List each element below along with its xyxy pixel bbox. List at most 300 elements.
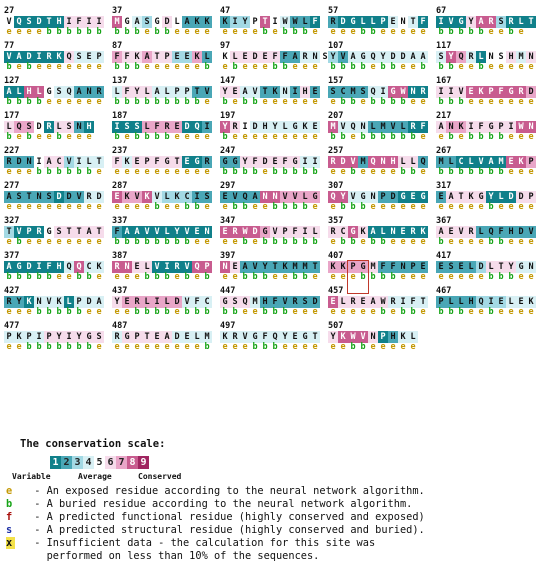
residue-prediction: b <box>438 307 444 317</box>
residue-cell: L <box>358 16 368 28</box>
residue-cell: E <box>466 86 476 98</box>
residue-cell: E <box>172 121 182 133</box>
residue-prediction: b <box>6 132 12 142</box>
block-start-number: 167 <box>436 76 452 86</box>
residue-prediction: b <box>36 97 42 107</box>
residue-prediction: e <box>66 97 72 107</box>
residue-cell: E <box>182 51 192 63</box>
residue-prediction: b <box>26 132 32 142</box>
residue-cell: H <box>54 261 64 273</box>
residue-cell: Y <box>220 121 230 133</box>
residue-cell: S <box>358 86 368 98</box>
residue-prediction: b <box>164 272 170 282</box>
residue-cell: M <box>436 156 446 168</box>
residue-cell: V <box>44 296 54 308</box>
residue-prediction: b <box>360 62 366 72</box>
residue-prediction: e <box>330 167 336 177</box>
residue-cell: L <box>162 296 172 308</box>
residue-cell: F <box>112 51 122 63</box>
conservation-scale-bar <box>50 456 149 469</box>
residue-cell: A <box>486 156 496 168</box>
residue-cell: L <box>408 156 418 168</box>
legend-key-text: - A predicted structural residue (highly conserved and buried). <box>28 524 425 536</box>
residue-cell: N <box>398 261 408 273</box>
block-start-number: 497 <box>220 321 236 331</box>
residue-cell: K <box>526 296 536 308</box>
residue-cell: L <box>310 226 320 238</box>
residue-cell: S <box>202 191 212 203</box>
residue-prediction: b <box>204 62 210 72</box>
residue-cell: L <box>368 16 378 28</box>
residue-prediction: b <box>302 237 308 247</box>
residue-prediction: e <box>448 272 454 282</box>
residue-prediction: b <box>144 307 150 317</box>
residue-prediction: e <box>36 27 42 37</box>
residue-cell: H <box>54 16 64 28</box>
residue-cell: K <box>192 16 202 28</box>
residue-cell: T <box>94 226 104 238</box>
residue-prediction: e <box>184 342 190 352</box>
residue-prediction: e <box>528 272 534 282</box>
residue-prediction: b <box>114 237 120 247</box>
residue-prediction: b <box>438 167 444 177</box>
residue-prediction: e <box>252 27 258 37</box>
residue-prediction: b <box>380 62 386 72</box>
residue-cell: I <box>506 121 516 133</box>
residue-cell: R <box>94 86 104 98</box>
residue-prediction: e <box>330 27 336 37</box>
residue-prediction: e <box>498 202 504 212</box>
residue-cell: F <box>496 86 506 98</box>
residue-prediction: e <box>292 342 298 352</box>
residue-prediction: b <box>458 97 464 107</box>
residue-cell: P <box>496 121 506 133</box>
residue-prediction: e <box>46 62 52 72</box>
residue-cell: N <box>398 16 408 28</box>
residue-prediction: e <box>76 202 82 212</box>
block-start-number: 487 <box>112 321 128 331</box>
residue-cell: Q <box>368 51 378 63</box>
residue-prediction: e <box>312 272 318 282</box>
residue-prediction: b <box>282 307 288 317</box>
residue-prediction: b <box>272 342 278 352</box>
residue-prediction: e <box>66 272 72 282</box>
residue-cell: G <box>250 331 260 343</box>
residue-prediction: e <box>410 342 416 352</box>
residue-prediction: b <box>174 237 180 247</box>
residue-cell: Y <box>270 121 280 133</box>
residue-cell: N <box>378 156 388 168</box>
residue-cell: T <box>408 16 418 28</box>
residue-cell: N <box>526 51 536 63</box>
residue-cell: A <box>368 226 378 238</box>
block-start-number: 397 <box>220 251 236 261</box>
residue-cell: V <box>250 86 260 98</box>
residue-cell: D <box>338 16 348 28</box>
scale-label-variable: Variable <box>12 472 51 481</box>
residue-cell: A <box>240 86 250 98</box>
residue-cell: V <box>182 226 192 238</box>
residue-prediction: b <box>390 132 396 142</box>
residue-prediction: e <box>498 97 504 107</box>
residue-prediction: b <box>380 307 386 317</box>
residue-prediction: e <box>458 62 464 72</box>
residue-prediction: e <box>390 27 396 37</box>
residue-cell: Q <box>74 261 84 273</box>
residue-cell: M <box>378 121 388 133</box>
residue-cell: Y <box>328 331 338 343</box>
residue-prediction: e <box>312 62 318 72</box>
residue-prediction: e <box>184 27 190 37</box>
residue-prediction: e <box>252 62 258 72</box>
residue-prediction: b <box>488 202 494 212</box>
residue-cell: I <box>436 16 446 28</box>
residue-prediction: b <box>154 97 160 107</box>
residue-cell: G <box>506 86 516 98</box>
residue-prediction: e <box>252 307 258 317</box>
residue-prediction: e <box>76 62 82 72</box>
residue-cell: D <box>64 191 74 203</box>
residue-cell: D <box>94 191 104 203</box>
residue-prediction: e <box>114 342 120 352</box>
residue-cell: Y <box>240 156 250 168</box>
residue-cell: E <box>182 156 192 168</box>
residue-cell: L <box>446 296 456 308</box>
residue-cell: K <box>456 121 466 133</box>
residue-prediction: b <box>114 62 120 72</box>
residue-prediction: e <box>16 27 22 37</box>
residue-cell: L <box>408 331 418 343</box>
residue-prediction: b <box>380 237 386 247</box>
residue-cell: K <box>328 261 338 273</box>
residue-cell: E <box>240 51 250 63</box>
residue-cell: S <box>320 51 330 63</box>
residue-prediction: b <box>350 167 356 177</box>
residue-cell: Y <box>172 226 182 238</box>
residue-cell: N <box>310 51 320 63</box>
legend-key-row <box>6 485 425 497</box>
residue-cell: G <box>122 331 132 343</box>
residue-cell: K <box>94 261 104 273</box>
residue-cell: W <box>290 16 300 28</box>
residue-cell: Q <box>418 156 428 168</box>
residue-cell: T <box>310 261 320 273</box>
residue-prediction: b <box>400 167 406 177</box>
residue-prediction: b <box>66 342 72 352</box>
scale-cell: 4 <box>83 456 94 469</box>
residue-prediction: e <box>86 97 92 107</box>
residue-cell: I <box>290 86 300 98</box>
residue-cell: E <box>496 296 506 308</box>
residue-prediction: e <box>400 272 406 282</box>
residue-prediction: b <box>76 342 82 352</box>
residue-prediction: b <box>222 132 228 142</box>
residue-cell: G <box>84 331 94 343</box>
residue-prediction: e <box>6 167 12 177</box>
residue-cell: H <box>84 121 94 133</box>
residue-prediction: e <box>204 167 210 177</box>
residue-cell: A <box>122 226 132 238</box>
residue-prediction: e <box>360 97 366 107</box>
residue-prediction: e <box>76 97 82 107</box>
residue-prediction: e <box>330 97 336 107</box>
residue-prediction: b <box>242 202 248 212</box>
residue-cell: V <box>348 156 358 168</box>
residue-prediction: e <box>16 342 22 352</box>
legend-key-row <box>6 524 425 536</box>
residue-prediction: b <box>380 272 386 282</box>
residue-prediction: e <box>330 342 336 352</box>
residue-cell: V <box>152 191 162 203</box>
block-start-number: 237 <box>112 146 128 156</box>
residue-prediction: b <box>222 97 228 107</box>
residue-cell: E <box>310 86 320 98</box>
residue-prediction: e <box>154 167 160 177</box>
residue-cell: I <box>74 156 84 168</box>
residue-prediction: b <box>134 97 140 107</box>
residue-prediction: b <box>390 272 396 282</box>
highlight-box <box>347 260 369 294</box>
residue-prediction: e <box>6 237 12 247</box>
residue-cell: I <box>486 296 496 308</box>
residue-prediction: b <box>194 97 200 107</box>
residue-cell: Y <box>446 51 456 63</box>
residue-prediction: b <box>272 62 278 72</box>
residue-cell: S <box>142 16 152 28</box>
residue-cell: F <box>122 86 132 98</box>
residue-prediction: b <box>410 132 416 142</box>
residue-cell: I <box>466 121 476 133</box>
residue-cell: V <box>476 156 486 168</box>
residue-cell: G <box>290 121 300 133</box>
residue-prediction: b <box>380 132 386 142</box>
residue-cell: N <box>260 191 270 203</box>
residue-cell: C <box>84 261 94 273</box>
residue-prediction: b <box>6 272 12 282</box>
residue-cell: M <box>496 156 506 168</box>
residue-prediction: e <box>66 132 72 142</box>
conservation-legend <box>0 432 550 567</box>
residue-cell: K <box>172 191 182 203</box>
residue-cell: M <box>250 296 260 308</box>
residue-cell: H <box>260 121 270 133</box>
residue-prediction: b <box>252 97 258 107</box>
residue-prediction: b <box>292 27 298 37</box>
residue-prediction: b <box>312 167 318 177</box>
residue-cell: G <box>162 156 172 168</box>
residue-prediction: b <box>46 307 52 317</box>
residue-prediction: b <box>144 237 150 247</box>
residue-prediction: e <box>114 307 120 317</box>
residue-prediction: b <box>184 237 190 247</box>
residue-prediction: e <box>360 307 366 317</box>
residue-prediction: e <box>124 342 130 352</box>
residue-cell: P <box>172 86 182 98</box>
residue-cell: E <box>398 226 408 238</box>
residue-cell: L <box>14 86 24 98</box>
residue-prediction: b <box>46 27 52 37</box>
residue-cell: K <box>358 226 368 238</box>
residue-cell: C <box>54 156 64 168</box>
residue-cell: T <box>172 156 182 168</box>
residue-cell: E <box>172 51 182 63</box>
residue-prediction: e <box>400 342 406 352</box>
residue-cell: L <box>338 296 348 308</box>
residue-prediction: e <box>164 167 170 177</box>
residue-cell: S <box>496 51 506 63</box>
residue-cell: G <box>44 226 54 238</box>
residue-prediction: b <box>134 62 140 72</box>
residue-cell: L <box>466 261 476 273</box>
residue-cell: P <box>132 331 142 343</box>
residue-prediction: b <box>26 97 32 107</box>
residue-cell: Y <box>338 191 348 203</box>
residue-prediction: e <box>518 27 524 37</box>
residue-prediction: b <box>282 27 288 37</box>
residue-prediction: e <box>468 202 474 212</box>
residue-prediction: e <box>350 272 356 282</box>
residue-cell: M <box>290 261 300 273</box>
residue-cell: V <box>280 296 290 308</box>
residue-prediction: b <box>302 202 308 212</box>
residue-cell: D <box>388 51 398 63</box>
residue-prediction: b <box>448 62 454 72</box>
residue-prediction: e <box>56 237 62 247</box>
residue-prediction: e <box>174 342 180 352</box>
residue-cell: F <box>310 16 320 28</box>
residue-prediction: e <box>518 202 524 212</box>
residue-prediction: e <box>420 27 426 37</box>
residue-cell: I <box>34 156 44 168</box>
residue-prediction: b <box>448 97 454 107</box>
residue-cell: D <box>260 156 270 168</box>
residue-prediction: b <box>204 342 210 352</box>
residue-prediction: e <box>6 342 12 352</box>
residue-prediction: b <box>282 202 288 212</box>
residue-prediction: e <box>330 202 336 212</box>
residue-cell: F <box>280 51 290 63</box>
residue-cell: N <box>84 86 94 98</box>
residue-cell: N <box>34 191 44 203</box>
residue-cell: V <box>446 16 456 28</box>
residue-cell: Q <box>14 16 24 28</box>
residue-prediction: e <box>390 167 396 177</box>
residue-cell: L <box>476 226 486 238</box>
legend-key-symbol: e <box>6 485 13 497</box>
residue-prediction: b <box>360 132 366 142</box>
residue-prediction: e <box>488 97 494 107</box>
residue-cell: E <box>132 261 142 273</box>
block-start-number: 197 <box>220 111 236 121</box>
residue-cell: I <box>34 261 44 273</box>
residue-cell: I <box>34 51 44 63</box>
block-start-number: 187 <box>112 111 128 121</box>
residue-cell: L <box>142 121 152 133</box>
block-start-number: 437 <box>112 286 128 296</box>
residue-cell: Y <box>466 16 476 28</box>
residue-cell: G <box>192 156 202 168</box>
residue-prediction: b <box>36 307 42 317</box>
residue-cell: E <box>122 296 132 308</box>
residue-cell: F <box>476 121 486 133</box>
residue-prediction: e <box>420 167 426 177</box>
residue-prediction: b <box>134 132 140 142</box>
residue-prediction: b <box>242 97 248 107</box>
residue-cell: E <box>358 296 368 308</box>
residue-prediction: b <box>56 307 62 317</box>
block-start-number: 137 <box>112 76 128 86</box>
residue-cell: G <box>486 121 496 133</box>
residue-cell: G <box>358 51 368 63</box>
residue-prediction: e <box>6 202 12 212</box>
residue-prediction: e <box>528 167 534 177</box>
residue-prediction: b <box>66 307 72 317</box>
residue-cell: P <box>4 331 14 343</box>
residue-prediction: e <box>96 342 102 352</box>
residue-cell: A <box>408 51 418 63</box>
residue-prediction: e <box>458 202 464 212</box>
scale-label-conserved: Conserved <box>138 472 182 481</box>
block-start-number: 217 <box>436 111 452 121</box>
residue-cell: H <box>260 296 270 308</box>
residue-cell: K <box>476 86 486 98</box>
residue-cell: Q <box>192 261 202 273</box>
legend-key-text: - A predicted functional residue (highly conserved and exposed) <box>28 511 425 523</box>
residue-cell: K <box>122 191 132 203</box>
residue-prediction: e <box>36 62 42 72</box>
residue-prediction: b <box>76 27 82 37</box>
residue-prediction: e <box>242 132 248 142</box>
residue-cell: Q <box>456 51 466 63</box>
residue-prediction: b <box>340 132 346 142</box>
residue-cell: F <box>250 156 260 168</box>
residue-cell: V <box>348 191 358 203</box>
residue-cell: T <box>260 16 270 28</box>
residue-cell: R <box>4 156 14 168</box>
residue-cell: M <box>328 121 338 133</box>
residue-prediction: e <box>46 132 52 142</box>
residue-cell: V <box>456 86 466 98</box>
residue-cell: H <box>506 226 516 238</box>
residue-prediction: e <box>184 167 190 177</box>
residue-prediction: e <box>528 132 534 142</box>
residue-cell: I <box>64 16 74 28</box>
residue-prediction: e <box>498 27 504 37</box>
residue-cell: E <box>182 331 192 343</box>
residue-cell: Y <box>280 331 290 343</box>
residue-prediction: b <box>194 307 200 317</box>
residue-prediction: e <box>468 272 474 282</box>
block-start-number: 347 <box>220 216 236 226</box>
residue-prediction: b <box>370 27 376 37</box>
residue-prediction: e <box>154 62 160 72</box>
residue-prediction: e <box>438 202 444 212</box>
block-start-number: 247 <box>220 146 236 156</box>
residue-prediction: e <box>272 272 278 282</box>
residue-prediction: b <box>292 202 298 212</box>
residue-cell: L <box>4 121 14 133</box>
residue-prediction: e <box>124 202 130 212</box>
residue-cell: D <box>172 331 182 343</box>
residue-cell: F <box>112 226 122 238</box>
residue-cell: H <box>300 86 310 98</box>
residue-prediction: b <box>204 272 210 282</box>
residue-prediction: b <box>468 132 474 142</box>
residue-prediction: b <box>232 307 238 317</box>
residue-prediction: e <box>194 62 200 72</box>
block-start-number: 327 <box>4 216 20 226</box>
legend-key-symbol: x <box>6 537 15 549</box>
